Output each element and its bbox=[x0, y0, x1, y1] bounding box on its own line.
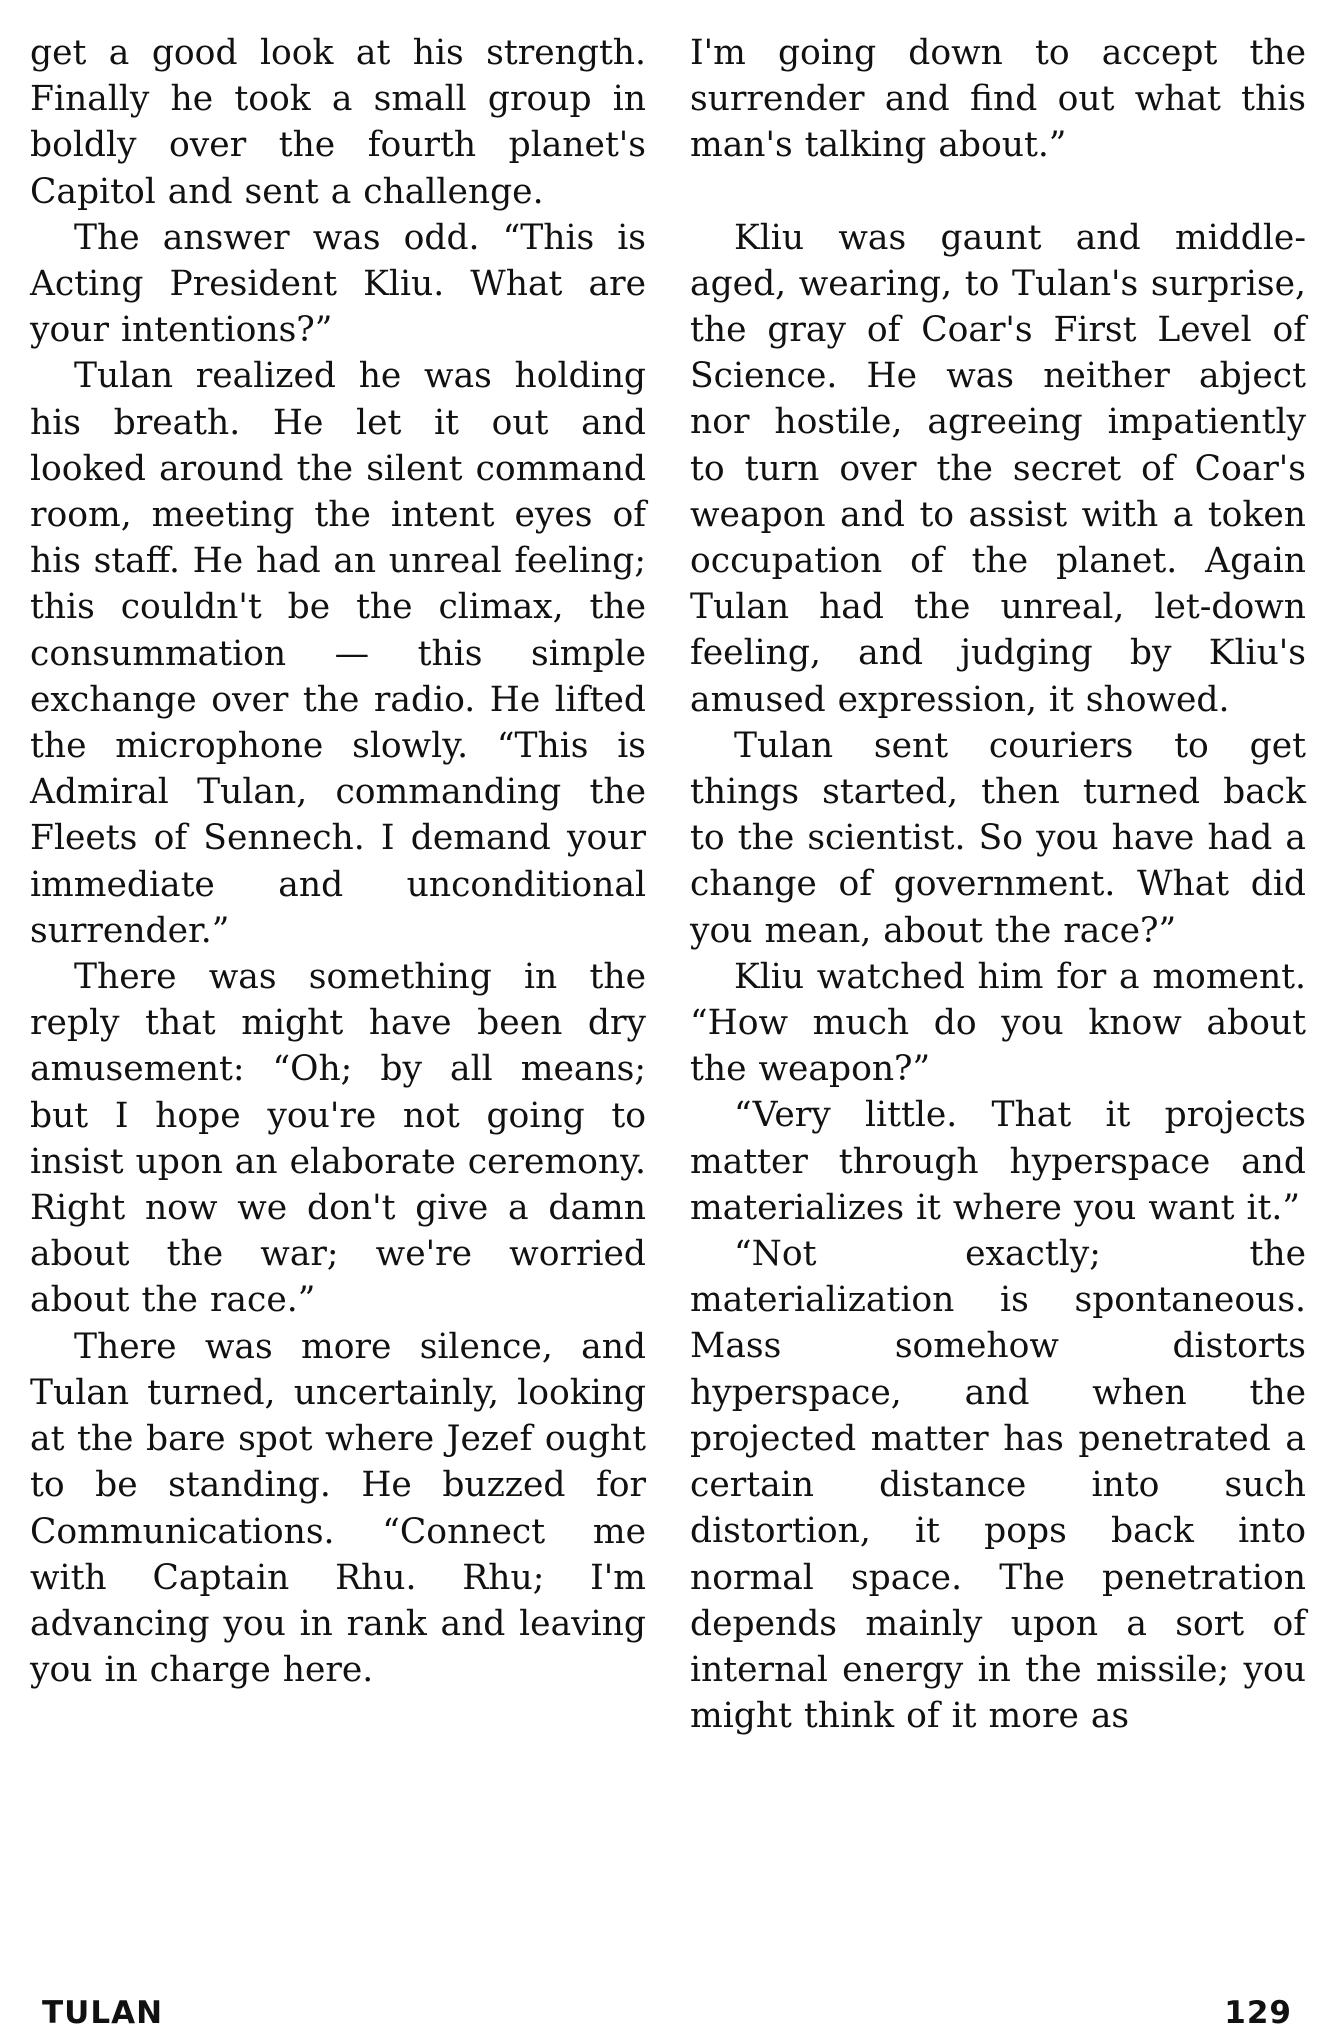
paragraph: Kliu was gaunt and middle-aged, wearing, to Tulan's surprise, the gray of Coar's First Level of Science. He was neither abject nor hostile, agreeing impatiently to turn over the secret of Coar's weapon and to assist with a token occupation of the planet. Again Tulan had the unreal, let-down feeling, and judging by Kliu's amused expression, it showed. bbox=[690, 217, 1306, 720]
paragraph: Tulan realized he was holding his breath. He let it out and looked around the silent command room, meeting the intent eyes of his staff. He had an unreal feeling; this couldn't be the climax, the consummation — this simple exchange over the radio. He lifted the microphone slowly. “This is Admiral Tulan, commanding the Fleets of Sennech. I demand your immediate and unconditional surrender.” bbox=[30, 356, 646, 951]
paragraph: “Not exactly; the materialization is spontaneous. Mass somehow distorts hyperspace, and when the projected matter has penetrated a certain distance into such distortion, it pops back into normal space. The penetration depends mainly upon a sort of internal energy in the missile; you might think of it more as bbox=[690, 1234, 1306, 1737]
paragraph: get a good look at his strength. Finally he took a small group in boldly over the fourth planet's Capitol and sent a challenge. bbox=[30, 33, 646, 212]
paragraph: The answer was odd. “This is Acting President Kliu. What are your intentions?” bbox=[30, 217, 646, 351]
right-column bbox=[690, 30, 1306, 1739]
paragraph: There was more silence, and Tulan turned, uncertainly, looking at the bare spot where Jezef ought to be standing. He buzzed for Communications. “Connect me with Captain Rhu. Rhu; I'm advancing you in rank and leaving you in charge here. bbox=[30, 1326, 646, 1691]
paragraph: I'm going down to accept the surrender and find out what this man's talking about.” bbox=[690, 33, 1306, 166]
paragraph: There was something in the reply that might have been dry amusement: “Oh; by all means; but I hope you're not going to insist upon an elaborate ceremony. Right now we don't give a damn about the war; we're worried about the race.” bbox=[30, 957, 646, 1321]
paragraph: “Very little. That it projects matter through hyperspace and materializes it where you want it.” bbox=[690, 1095, 1306, 1228]
running-title: TULAN bbox=[42, 1995, 164, 2031]
left-column bbox=[30, 30, 646, 1693]
page-number: 129 bbox=[1224, 1995, 1292, 2031]
paragraph: Kliu watched him for a moment. “How much do you know about the weapon?” bbox=[690, 956, 1306, 1090]
paragraph: Tulan sent couriers to get things started, then turned back to the scientist. So you have had a change of government. What did you mean, about the race?” bbox=[690, 725, 1306, 951]
